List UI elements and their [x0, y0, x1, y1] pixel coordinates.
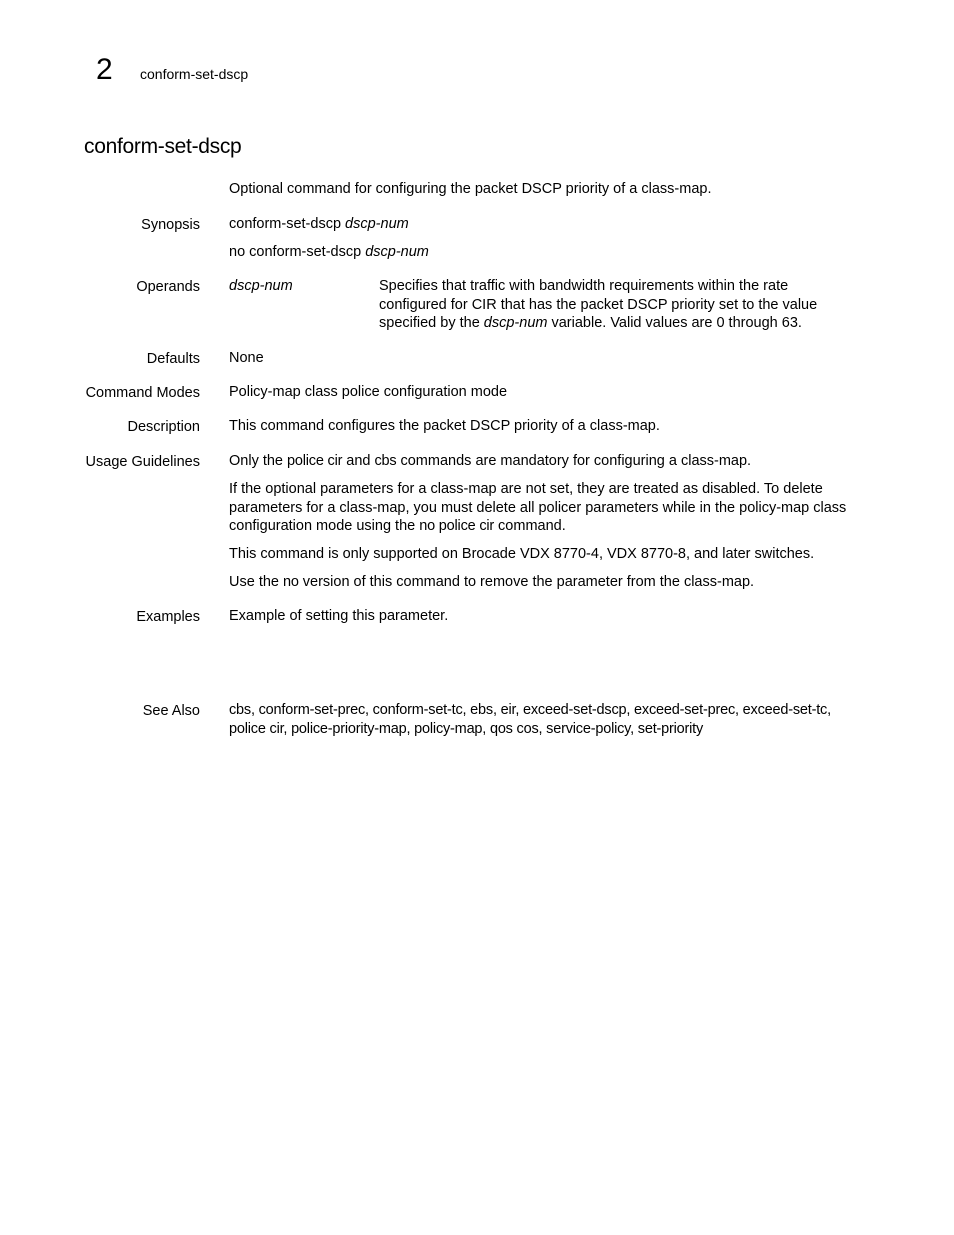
defaults-text: None [229, 350, 264, 366]
operands-label: Operands [136, 279, 200, 295]
examples-label: Examples [136, 609, 200, 625]
usage-p1-text-a: Only the [229, 453, 288, 469]
command-modes-label: Command Modes [85, 385, 200, 401]
synopsis-line-1 [229, 215, 869, 234]
usage-paragraph-4 [229, 573, 869, 592]
synopsis-no-argument: dscp-num [365, 244, 429, 260]
usage-p4-text-c: version of this command to remove the parameter from the class-map. [298, 574, 755, 590]
synopsis-label: Synopsis [141, 217, 200, 233]
running-header-title: conform-set-dscp [140, 66, 249, 82]
chapter-number: 2 [96, 53, 113, 86]
usage-guidelines-label: Usage Guidelines [85, 454, 200, 470]
usage-p2-text-c: command. [494, 518, 566, 534]
usage-p1-text-c: and [342, 453, 375, 469]
page-title: conform-set-dscp [84, 135, 242, 158]
usage-p1-command-police-cir: police cir [287, 453, 343, 469]
description-text: This command configures the packet DSCP priority of a class-map. [229, 418, 660, 434]
usage-p4-text-a: Use the [229, 574, 283, 590]
operand-desc-part-1: Specifies that traffic with bandwidth requirements within the rate configured for CIR that has the packet DSCP priority set to the value specified by the [379, 278, 818, 331]
defaults-label: Defaults [146, 351, 200, 367]
operand-description [379, 277, 849, 333]
synopsis-line-2 [229, 243, 869, 262]
operand-desc-variable: dscp-num [483, 315, 548, 331]
synopsis-argument: dscp-num [345, 216, 409, 232]
usage-paragraph-2 [229, 480, 865, 536]
synopsis-no-command: no conform-set-dscp [229, 244, 362, 260]
synopsis-command: conform-set-dscp [229, 216, 342, 232]
usage-p2-text-a: If the optional parameters for a class-map are not set, they are treated as disabled. To delete parameters for a class-map, you must delete all policer parameters while in the policy-map class configuration mode using the [229, 481, 847, 534]
description-label: Description [127, 419, 200, 435]
usage-p2-command-no-police-cir: no police cir [419, 518, 495, 534]
usage-p1-text-d: commands are mandatory for configuring a class-map. [396, 453, 752, 469]
see-also-line-2: police cir, police-priority-map, policy-map, qos cos, service-policy, set-priority [229, 721, 704, 737]
usage-p1-command-cbs: cbs [374, 453, 397, 469]
usage-paragraph-1 [229, 452, 869, 471]
examples-text: Example of setting this parameter. [229, 608, 449, 624]
command-modes-text: Policy-map class police configuration mode [229, 384, 508, 400]
operand-desc-part-2: variable. Valid values are 0 through 63. [547, 315, 802, 331]
see-also-label: See Also [142, 703, 200, 719]
operand-name: dscp-num [229, 278, 293, 294]
usage-p4-command-no: no [283, 574, 299, 590]
intro-text: Optional command for configuring the packet DSCP priority of a class-map. [229, 181, 712, 197]
usage-paragraph-3: This command is only supported on Brocade VDX 8770-4, VDX 8770-8, and later switches. [229, 546, 815, 562]
see-also-line-1: cbs, conform-set-prec, conform-set-tc, ebs, eir, exceed-set-dscp, exceed-set-prec, exceed-set-tc, [229, 702, 831, 718]
